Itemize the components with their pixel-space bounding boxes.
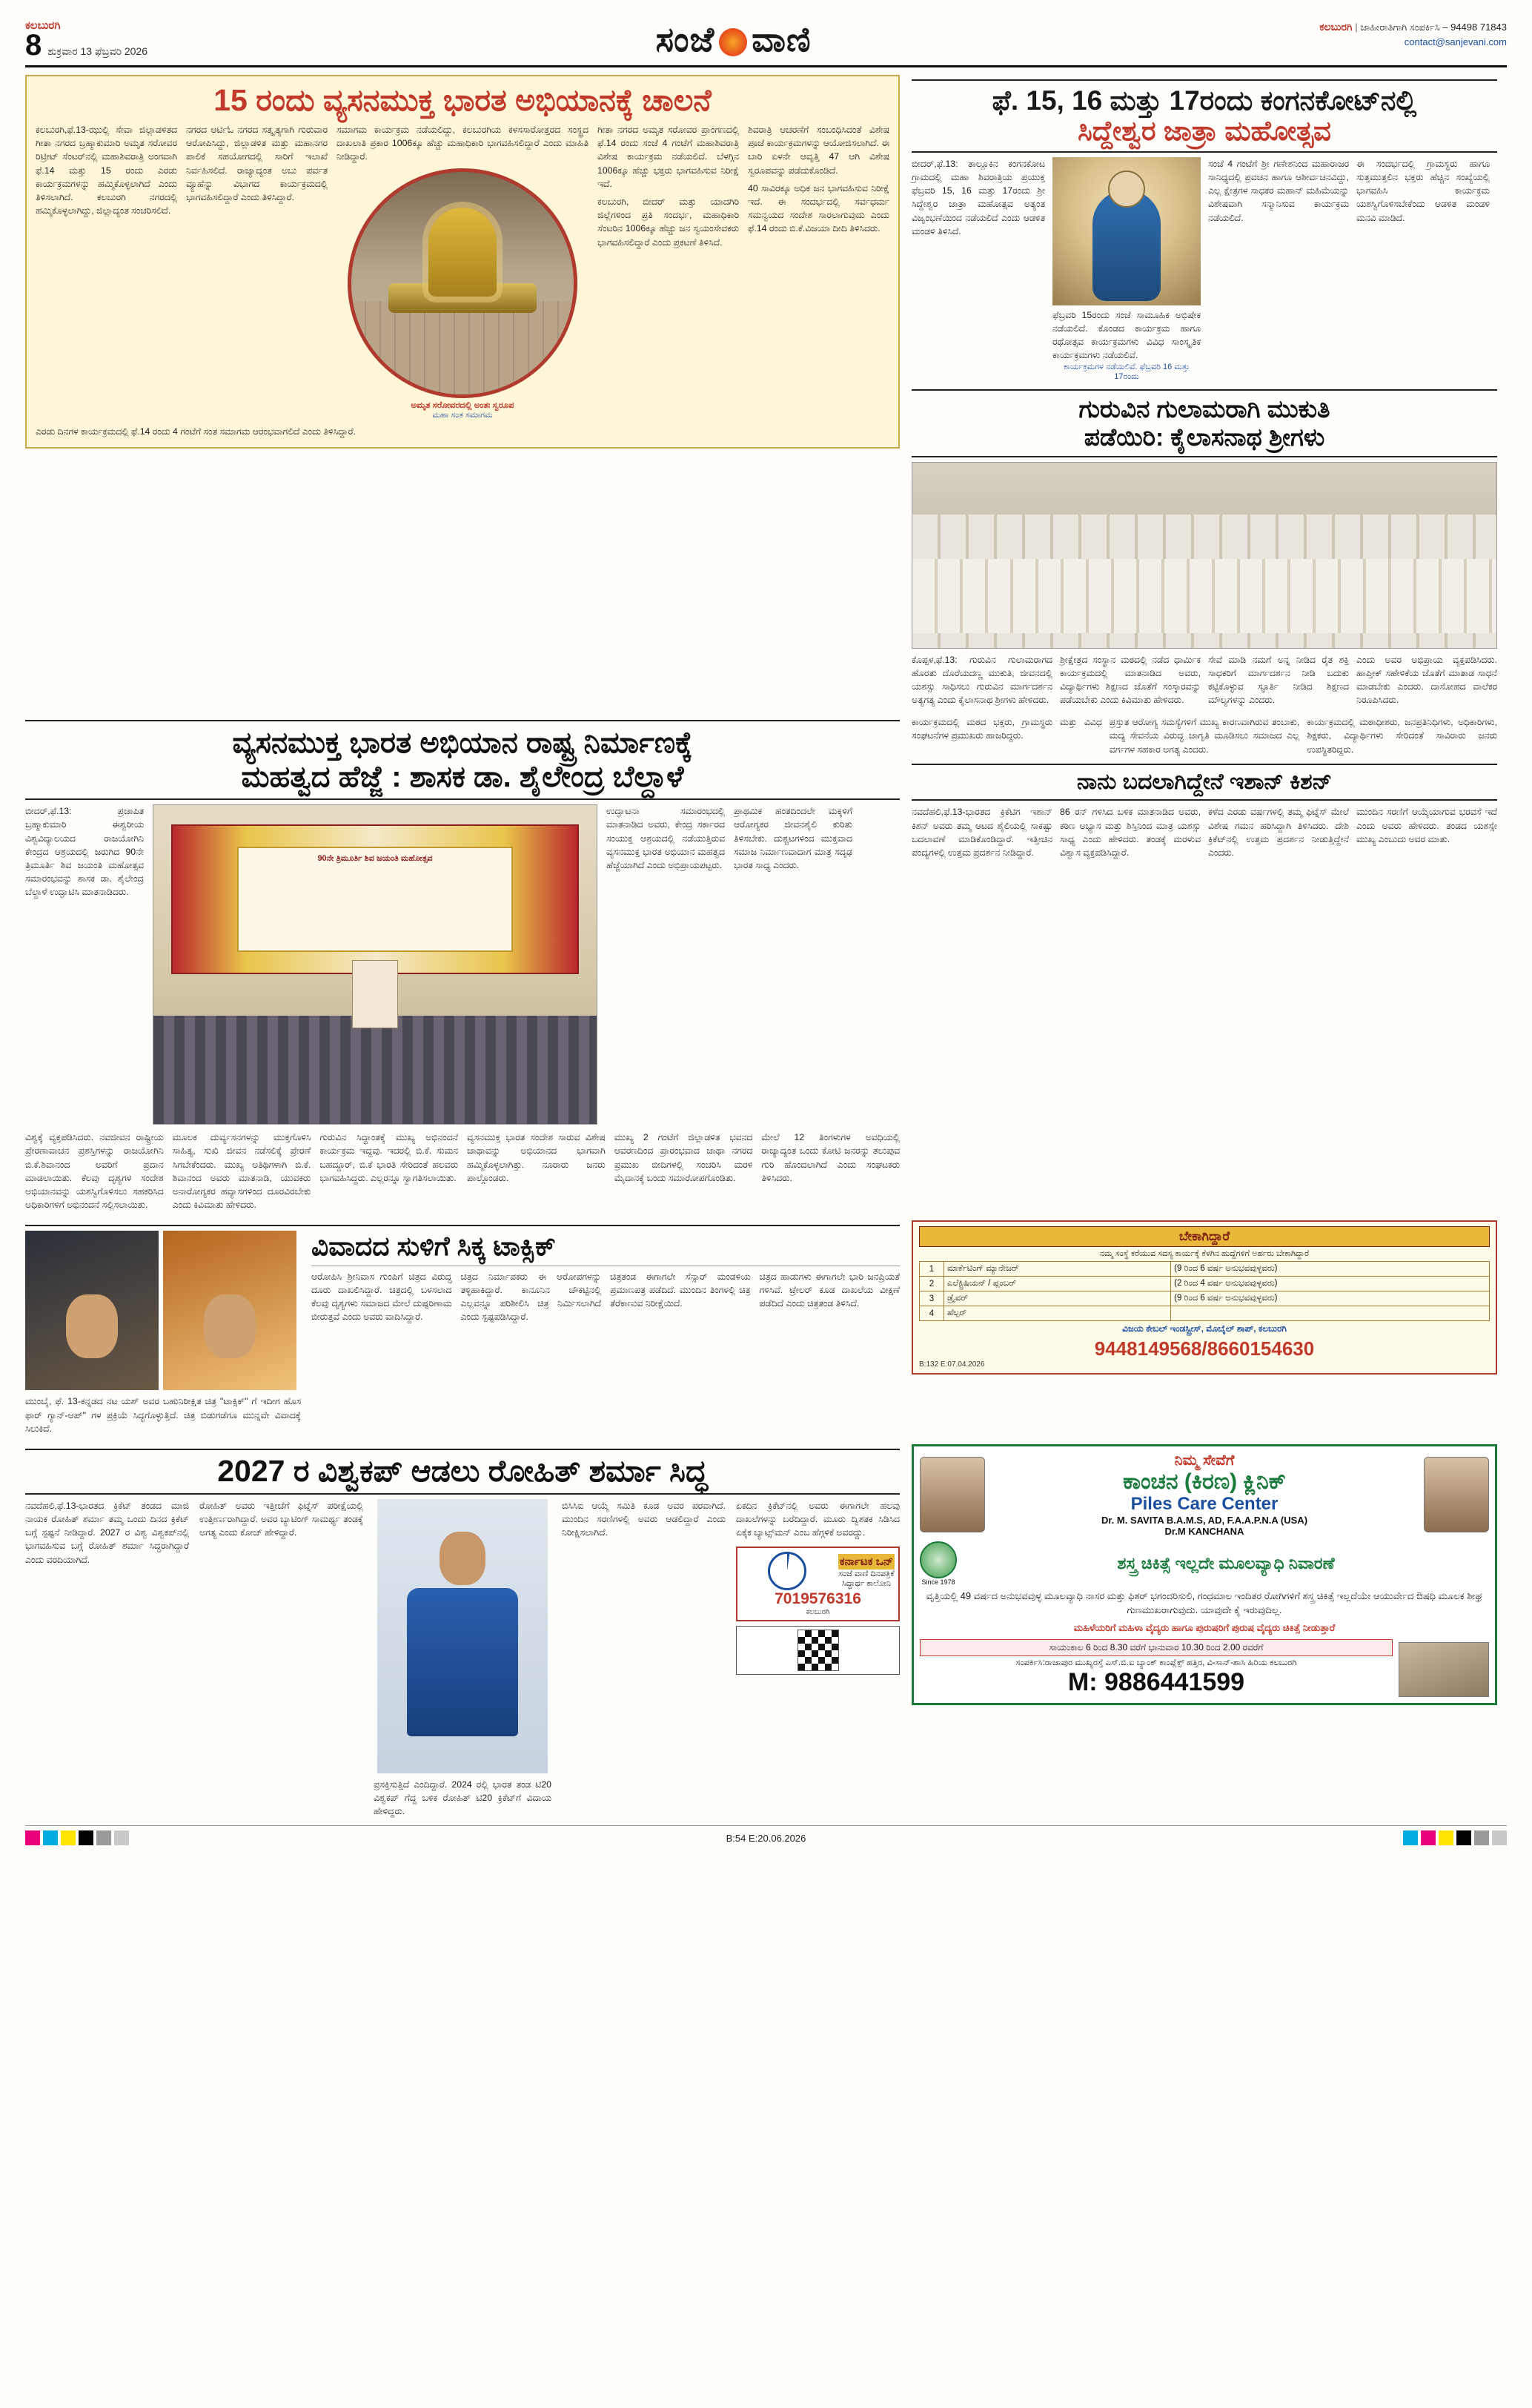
story2-headline-line1: ಫೆ. 15, 16 ಮತ್ತು 17ರಂದು ಕಂಗನಕೋಟ್‌ನಲ್ಲಿ [992,85,1417,116]
sports-col-2: ರೋಹಿತ್ ಅವರು ಇತ್ತೀಚೆಗೆ ಫಿಟ್ನೆಸ್ ಪರೀಕ್ಷೆಯಲ್ಲಿ ಉತ್ತೀರ್ಣರಾಗಿದ್ದಾರೆ. ಅವರ ಬ್ಯಾಟಿಂಗ್ ಸಾಮರ್ಥ್ಯ ತಂಡಕ್ಕೆ ಅಗತ್ಯ ಎಂದು ಕೋಚ್ ಹೇಳಿದ್ದಾರೆ. [199,1500,363,1538]
kishan-col-1: ನವದೆಹಲಿ,ಫೆ.13-ಭಾರತದ ಕ್ರಿಕೆಟಿಗ ಇಶಾನ್ ಕಿಶನ್ ಅವರು ತಮ್ಮ ಆಟದ ಶೈಲಿಯಲ್ಲಿ ಸಾಕಷ್ಟು ಬದಲಾವಣೆ ಮಾಡಿಕೊಂಡಿದ್ದಾರೆ. ಇತ್ತೀಚಿನ ಪಂದ್ಯಗಳಲ್ಲಿ ಉತ್ತಮ ಪ್ರದರ್ಶನ ನೀಡಿದ್ದಾರೆ. [912,807,1052,858]
actor-face-2 [204,1294,256,1358]
swatch [1403,1830,1418,1845]
feature-headline-line2: ಮಹತ್ವದ ಹೆಜ್ಜೆ : ಶಾಸಕ ಡಾ. ಶೈಲೇಂದ್ರ ಬೆಲ್ದಾಳೆ [241,761,684,794]
lead-col-4: ಗೀತಾ ನಗರದ ಅಮೃತ ಸರೋವರ ಪ್ರಾಂಗಣದಲ್ಲಿ ಫೆ.14 ರಂದು ಸಂಜೆ 4 ಗಂಟೆಗೆ ಮಹಾಶಿವರಾತ್ರಿ ವಿಶೇಷ ಕಾರ್ಯಕ್ರಮ ನಡೆಯಲಿದೆ. ಬೆಳಗ್ಗಿನ 1006ಕ್ಕೂ ಹೆಚ್ಚು ಭಕ್ತರು ಭಾಗವಹಿಸುವ ನಿರೀಕ್ಷೆ ಇದೆ. [597,125,739,189]
swatch [61,1830,76,1845]
story3-col-2: ಶ್ರೀಕ್ಷೇತ್ರದ ಸಂಸ್ಥಾನ ಮಠದಲ್ಲಿ ನಡೆದ ಧಾರ್ಮಿಕ ಕಾರ್ಯಕ್ರಮದಲ್ಲಿ ಮಾತನಾಡಿದ ಅವರು, ವಿದ್ಯಾರ್ಥಿಗಳು ಶಿಕ್ಷಣದ ಜೊತೆಗೆ ಸಂಸ್ಕಾರವನ್ನು ಪಡೆಯಬೇಕು ಎಂದು ಕಿವಿಮಾತು ಹೇಳಿದರು. [1060,654,1201,706]
lead-story [25,75,900,707]
clinic-doctor-1: Dr. M. SAVITA B.A.M.S, AD, F.A.A.P.N.A (USA) [1101,1514,1308,1526]
masthead-right: ಕಲಬುರಗಿ | ಜಾಹೀರಾತಿಗಾಗಿ ಸಂಪರ್ಕಿಸಿ – 94498 71843 contact@sanjevani.com [1319,19,1507,50]
job-row-no: 4 [920,1306,944,1321]
event-banner-text: 90ನೇ ತ್ರಿಮೂರ್ತಿ ಶಿವ ಜಯಂತಿ ಮಹೋತ್ಸವ [317,853,433,863]
job-role: ಮಾರ್ಕೆಟಿಂಗ್ ಮ್ಯಾನೇಜರ್ [944,1262,1171,1277]
stage-audience [153,1016,597,1124]
doctor-photo-2 [1424,1457,1489,1532]
contact-email: contact@sanjevani.com [1404,36,1507,47]
job-role: ಡ್ರೈವರ್ [944,1291,1171,1306]
story2-photo-caption: ಕಾರ್ಯಕ್ರಮಗಳ ನಡೆಯಲಿವೆ. ಫೆಬ್ರವರಿ 16 ಮತ್ತು 17ರಂದು [1063,362,1190,381]
swatch [43,1830,58,1845]
sports-col-1: ನವದೆಹಲಿ,ಫೆ.13-ಭಾರತದ ಕ್ರಿಕೆಟ್ ತಂಡದ ಮಾಜಿ ನಾಯಕ ರೋಹಿತ್ ಶರ್ಮಾ ತಮ್ಮ ಒಂದು ದಿನದ ಕ್ರಿಕೆಟ್ ಬಗ್ಗೆ ಸ್ಪಷ್ಟನೆ ನೀಡಿದ್ದಾರೆ. 2027 ರ ವಿಶ್ವ ವಿಶ್ವಕಪ್‌ನಲ್ಲಿ ಭಾಗವಹಿಸುವ ಬಗ್ಗೆ ರೋಹಿತ್ ಶರ್ಮಾ ಸಿದ್ಧರಾಗಿದ್ದಾರೆ ಎಂದು ವರದಿಯಾಗಿದೆ. [25,1500,189,1565]
swatch [79,1830,93,1845]
player-photo [377,1499,548,1773]
feature-story [25,715,900,1211]
temple-background [351,301,574,394]
ad-contact-phone: 94498 71843 [1450,22,1507,33]
color-swatches-left [25,1830,129,1845]
kishan-col-3: ಕಳೆದ ಎರಡು ವರ್ಷಗಳಲ್ಲಿ ತಮ್ಮ ಫಿಟ್ನೆಸ್ ಮೇಲೆ ವಿಶೇಷ ಗಮನ ಹರಿಸಿದ್ದಾಗಿ ತಿಳಿಸಿದರು. ದೇಶಿ ಕ್ರಿಕೆಟ್‌ನಲ್ಲಿ ಉತ್ತಮ ಪ್ರದರ್ಶನ ನೀಡುತ್ತಿದ್ದೇನೆ ಎಂದರು. [1208,807,1349,858]
lead-col-5: ಕಲಬುರಗಿ, ಬೀದರ್ ಮತ್ತು ಯಾದಗಿರಿ ಜಿಲ್ಲೆಗಳಿಂದ ಪ್ರತಿ ಸಂದರ್ಭ, ಮಹಾಧಿಕಾರಿ ಸೆಂಟರಿನ 1006ಕ್ಕೂ ಹೆಚ್ಚು ಜನ ಸ್ವಯಂಸೇವಕರು ಭಾಗವಹಿಸಲಿದ್ದಾರೆ ಎಂದು ಪ್ರಕಟಣೆ ತಿಳಿಸಿದೆ. [597,196,739,248]
kishan-col-2: 86 ರನ್ ಗಳಿಸಿದ ಬಳಿಕ ಮಾತನಾಡಿದ ಅವರು, ಕಠಿಣ ಅಭ್ಯಾಸ ಮತ್ತು ಶಿಸ್ತಿನಿಂದ ಮಾತ್ರ ಯಶಸ್ಸು ಸಾಧ್ಯ ಎಂದು ಹೇಳಿದರು. ತಂಡಕ್ಕೆ ಮರಳುವ ವಿಶ್ವಾಸ ವ್ಯಕ್ತಪಡಿಸಿದ್ದಾರೆ. [1060,807,1201,858]
jobs-ad-column [912,1220,1497,1435]
clinic-ad[interactable] [912,1444,1497,1706]
sports-col-4: ಏಕದಿನ ಕ್ರಿಕೆಟ್‌ನಲ್ಲಿ ಅವರು ಈಗಾಗಲೇ ಹಲವು ದಾಖಲೆಗಳನ್ನು ಬರೆದಿದ್ದಾರೆ. ಮೂರು ದ್ವಿಶತಕ ಸಿಡಿಸಿದ ಏಕೈಕ ಬ್ಯಾಟ್ಸ್‌ಮನ್ ಎಂಬ ಹೆಗ್ಗಳಿಕೆ ಅವರದ್ದು. [736,1500,900,1538]
story3-headline-line1: ಗುರುವಿನ ಗುಲಾಮರಾಗಿ ಮುಕುತಿ [1078,394,1330,423]
story3-col-1: ಕೊಪ್ಪಳ,ಫೆ.13: ಗುರುವಿನ ಗುಲಾಮರಾಗದ ಹೊರತು ದೊರೆಯದಣ್ಣ ಮುಕುತಿ, ಜೀವನದಲ್ಲಿ ಯಶಸ್ಸು ಸಾಧಿಸಲು ಗುರುವಿನ ಮಾರ್ಗದರ್ಶನ ಅತ್ಯಗತ್ಯ ಎಂದು ಕೈಲಾಸನಾಥ ಶ್ರೀಗಳು ಹೇಳಿದರು. [912,654,1052,706]
lead-col-2: ನಗರದ ಆರ್ಟಿಓ ನಗರದ ಸತ್ಕೃತ್ಯಗಾಗಿ ಗುರುವಾರ ಆರೋಪಿಸಿದ್ದು, ಜಿಲ್ಲಾಡಳಿತ ಮತ್ತು ಮಹಾನಗರ ಪಾಲಿಕೆ ಸಹಯೋಗದಲ್ಲಿ ಸಾರಿಗೆ ಇಲಾಖೆ ನಿರ್ವಹಿಸಲಿದೆ. ರಾಜ್ಯಾದ್ಯಂತ ಅಬು ಪರ್ವತ ವ್ಯೂಹೆನ್ನು ವಿಭಾಗದ ಕಾರ್ಯಕ್ರಮದಲ್ಲಿ ಭಾಗವಹಿಸಲಿದ್ದಾರೆ ಎಂದು ತಿಳಿಸಿದ್ದಾರೆ. [186,125,328,203]
story3-col-5: ಕಾರ್ಯಕ್ರಮದಲ್ಲಿ ಮಠದ ಭಕ್ತರು, ಗ್ರಾಮಸ್ಥರು ಮತ್ತು ವಿವಿಧ ಸಂಘಟನೆಗಳ ಪ್ರಮುಖರು ಹಾಜರಿದ್ದರು. [912,717,1102,741]
clinic-headline: ಶಸ್ತ್ರ ಚಿಕಿತ್ಸೆ ಇಲ್ಲದೇ ಮೂಲವ್ಯಾಧಿ ನಿವಾರಣೆ [1117,1553,1335,1572]
emblem-icon [768,1552,806,1590]
lead-col-6: ಶಿವರಾತ್ರಿ ಆಚರಣೆಗೆ ಸಂಬಂಧಿಸಿದಂತೆ ವಿಶೇಷ ಪೂಜೆ ಕಾರ್ಯಕ್ರಮಗಳನ್ನು ಆಯೋಜಿಸಲಾಗಿದೆ. ಈ ಬಾರಿ ಏಳನೇ ಆವೃತ್ತಿ 47 ಆಗಿ ವಿಶೇಷ ಸ್ವರೂಪವನ್ನು ಪಡೆದುಕೊಂಡಿದೆ. [748,125,889,176]
karnataka-one-line2: ಸಿದ್ಧಾರ್ಥ ಕಾಲೋನಿ [841,1578,892,1588]
karnataka-one-phone[interactable]: 7019576316 [775,1590,861,1608]
cinema-headline: ವಿವಾದದ ಸುಳಿಗೆ ಸಿಕ್ಕ ಟಾಕ್ಸಿಕ್ [311,1231,556,1262]
story2-col-4: ಈ ಸಂದರ್ಭದಲ್ಲಿ ಗ್ರಾಮಸ್ಥರು ಹಾಗೂ ಸುತ್ತಮುತ್ತಲಿನ ಭಕ್ತರು ಹೆಚ್ಚಿನ ಸಂಖ್ಯೆಯಲ್ಲಿ ಭಾಗವಹಿಸಿ ಕಾರ್ಯಕ್ರಮ ಯಶಸ್ವಿಗೊಳಿಸಬೇಕೆಂದು ಆಡಳಿತ ಮಂಡಳಿ ಮನವಿ ಮಾಡಿದೆ. [1356,158,1490,223]
jobs-table [919,1261,1490,1321]
actor-face-1 [66,1294,118,1358]
feature-col-5: ಮೂಲಕ ದುರ್ವ್ಯಸನಗಳನ್ನು ಮುಕ್ತಗೊಳಿಸಿ ಸಾಹಿತ್ಯ, ಸುಖಿ ಜೀವನ ನಡೆಸಲಿಕ್ಕೆ ಪ್ರೇರಣೆ ಸಿಗಬೇಕೆಂದರು. ಮುಖ್ಯ ಅತಿಥಿಗಳಾಗಿ ಬಿ.ಕೆ. ಶಿವಾನಂದ ಅವರು ಮಾತನಾಡಿ, ಯುವಕರು ಅನಾರೋಗ್ಯಕರ ಹವ್ಯಾಸಗಳಿಂದ ದೂರವಿರಬೇಕು ಎಂದು ಕಿವಿಮಾತು ಹೇಳಿದರು. [172,1132,311,1211]
swatch [96,1830,111,1845]
clinic-doctor-2: Dr.M KANCHANA [1164,1525,1244,1537]
feature-col-9: ಮೇಲೆ 12 ತಿಂಗಳುಗಳ ಅವಧಿಯಲ್ಲಿ ರಾಜ್ಯಾದ್ಯಂತ ಒಂದು ಕೋಟಿ ಜನರನ್ನು ತಲುಪುವ ಗುರಿ ಹೊಂದಲಾಗಿದೆ ಎಂದು ಸಂಘಟಕರು ತಿಳಿಸಿದರು. [761,1132,901,1183]
clinic-since: Since 1978 [921,1578,955,1586]
lead-photo-caption-red: ಅಮೃತ ಸರೋವರದಲ್ಲಿ ಅಂತಃ ಸ್ವರೂಪ [411,400,514,410]
feature-col-8: ಮುಖ್ಯ 2 ಗಂಟೆಗೆ ಜಿಲ್ಲಾಡಳಿತ ಭವನದ ಆವರಣದಿಂದ ಪ್ರಾರಂಭವಾದ ಜಾಥಾ ನಗರದ ಪ್ರಮುಖ ಬೀದಿಗಳಲ್ಲಿ ಸಂಚರಿಸಿ ಮರಳಿ ಮೈದಾನಕ್ಕೆ ಬಂದು ಸಮಾರೋಪಗೊಂಡಿತು. [614,1132,753,1183]
top-section [25,75,1507,707]
job-role: ಎಲೆಕ್ಟ್ರಿಷಿಯನ್ / ಪ್ಲಂಬರ್ [944,1277,1171,1291]
event-banner-inner [237,847,512,952]
swatch [114,1830,129,1845]
table-row [920,1262,1490,1277]
cinema-col-4: ಚಿತ್ರದ ಹಾಡುಗಳು ಈಗಾಗಲೇ ಭಾರಿ ಜನಪ್ರಿಯತೆ ಗಳಿಸಿವೆ. ಟ್ರೇಲರ್ ಕೂಡ ದಾಖಲೆಯ ವೀಕ್ಷಣೆ ಪಡೆದಿದೆ ಎಂದು ಚಿತ್ರತಂಡ ತಿಳಿಸಿದೆ. [759,1271,900,1309]
karnataka-one-ad[interactable] [736,1547,900,1621]
chessboard-icon [797,1630,839,1671]
player-head [440,1532,485,1585]
clinic-tagline: ನಿಮ್ಮ ಸೇವೆಗೆ [1174,1452,1235,1469]
kishan-col-4: ಮುಂದಿನ ಸರಣಿಗೆ ಆಯ್ಕೆಯಾಗುವ ಭರವಸೆ ಇದೆ ಎಂದು ಅವರು ಹೇಳಿದರು. ತಂಡದ ಯಶಸ್ಸೇ ಮುಖ್ಯ ಎಂಬುದು ಅವರ ಮಾತು. [1356,807,1497,844]
page-number: 8 [25,29,42,62]
cinema-col-3: ಚಿತ್ರತಂಡ ಈಗಾಗಲೇ ಸೆನ್ಸಾರ್ ಮಂಡಳಿಯ ಪ್ರಮಾಣಪತ್ರ ಪಡೆದಿದೆ. ಮುಂದಿನ ತಿಂಗಳಲ್ಲಿ ಚಿತ್ರ ತೆರೆಕಾಣುವ ನಿರೀಕ್ಷೆಯಿದೆ. [610,1271,751,1309]
story2-photo [1052,157,1201,305]
masthead-left [25,19,147,62]
table-row [920,1277,1490,1291]
feature-headline-line1: ವ್ಯಸನಮುಕ್ತ ಭಾರತ ಅಭಿಯಾನ ರಾಷ್ಟ್ರ ನಿರ್ಮಾಣಕ್ಕೆ [232,727,693,760]
cinema-story [25,1220,900,1435]
cinema-col-1: ಆರೋಪಿಸಿ ಶ್ರೀನಿವಾಸ ಗುಂಪಿಗೆ ಚಿತ್ರದ ವಿರುದ್ಧ ದೂರು ದಾಖಲಿಸಿದ್ದಾರೆ. ಚಿತ್ರದಲ್ಲಿ ಬಳಸಲಾದ ಕೆಲವು ದೃಶ್ಯಗಳು ಸಮಾಜದ ಮೇಲೆ ದುಷ್ಪರಿಣಾಮ ಬೀರುತ್ತವೆ ಎಂದು ಅವರು ವಾದಿಸಿದ್ದಾರೆ. [311,1271,452,1323]
sports-caption: ಪ್ರಸಕ್ತಿಸುತ್ತಿದೆ ಎಂದಿದ್ದಾರೆ. 2024 ರಲ್ಲಿ ಭಾರತ ತಂಡ ಟಿ20 ವಿಶ್ವಕಪ್ ಗೆದ್ದ ಬಳಿಕ ರೋಹಿತ್ ಟಿ20 ಕ್ರಿಕೆಟ್‌ಗೆ ವಿದಾಯ ಹೇಳಿದ್ದರು. [374,1779,551,1817]
feature-col-11: ಕಾರ್ಯಕ್ರಮದಲ್ಲಿ ಮಠಾಧೀಶರು, ಜನಪ್ರತಿನಿಧಿಗಳು, ಅಧಿಕಾರಿಗಳು, ಶಿಕ್ಷಕರು, ವಿದ್ಯಾರ್ಥಿಗಳು ಸೇರಿದಂತೆ ಸಾವಿರಾರು ಜನರು ಉಪಸ್ಥಿತರಿದ್ದರು. [1307,717,1498,755]
job-exp: (9 ರಿಂದ 6 ವರ್ಷ ಅನುಭವವುಳ್ಳವರು) [1171,1291,1490,1306]
cinema-photo-1 [25,1231,159,1390]
jobs-ad-phone[interactable]: 9448149568/8660154630 [1094,1337,1315,1360]
feature-col-1: ಬೀದರ್,ಫೆ.13: ಪ್ರಜಾಪಿತ ಬ್ರಹ್ಮಾಕುಮಾರಿ ಈಶ್ವರೀಯ ವಿಶ್ವವಿದ್ಯಾಲಯದ ರಾಜಯೋಗಿನಿ ಕೇಂದ್ರದ ಆಶ್ರಯದಲ್ಲಿ ಜರುಗಿದ 90ನೇ ತ್ರಿಮೂರ್ತಿ ಶಿವ ಜಯಂತಿ ಮಹೋತ್ಸವ ಸಮಾರಂಭವನ್ನು ಶಾಸಕ ಡಾ. ಶೈಲೇಂದ್ರ ಬೆಲ್ದಾಳೆ ಉದ್ಘಾಟಿಸಿ ಮಾತನಾಡಿದರು. [25,806,144,898]
clinic-body-1: ವೃತ್ತಿಯಲ್ಲಿ 49 ವರ್ಷದ ಅನುಭವವುಳ್ಳ ಮೂಲವ್ಯಾಧಿ ನಾಸರ ಮತ್ತು ಫಿಶರ್ ಭಗಂದರಿಸುಲಿ, ಗಂಧಮಾಲ ಇಂದಿತರ ರೋಗಿಗಳಿಗೆ ಶಸ್ತ್ರ ಚಿಕಿತ್ಸೆ ಇಲ್ಲದೆಯೇ ಆಯುರ್ವೇದ ಔಷಧಿ ಮೂಲಕ ಶೀಘ್ರ ಗುಣಮುಖರಾಗುವುದು. ಯಾವುದೇ ಕೈ ಇರುವುದಿಲ್ಲ. [926,1590,1483,1616]
lead-photo-caption-blue: ಮಹಾ ಸಂತ ಸಮಾಗಮ [432,410,493,420]
job-role: ಹೆಲ್ಪರ್ [944,1306,1171,1321]
swatch [1474,1830,1489,1845]
sports-headline: 2027 ರ ವಿಶ್ವಕಪ್ ಆಡಲು ರೋಹಿತ್ ಶರ್ಮಾ ಸಿದ್ಧ [217,1453,708,1488]
story2-col-2: ಫೆಬ್ರವರಿ 15ರಂದು ಸಂಜೆ ಸಾಮೂಹಿಕ ಅಭಿಷೇಕ ನಡೆಯಲಿದೆ. ಕೊಂಡದ ಕಾರ್ಯಕ್ರಮ ಹಾಗೂ ರಥೋತ್ಸವ ಕಾರ್ಯಕ್ರಮಗಳು ವಿವಿಧ ಸಾಂಸ್ಕೃತಿಕ ಕಾರ್ಯಕ್ರಮಗಳು ನಡೆಯಲಿವೆ. [1052,309,1201,361]
clinic-ad-column [912,1444,1497,1818]
table-row [920,1306,1490,1321]
job-row-no: 1 [920,1262,944,1277]
story2-col-1: ಬೀದರ್,ಫೆ.13: ತಾಲ್ಲೂಕಿನ ಕಂಗನಕೋಟ ಗ್ರಾಮದಲ್ಲಿ ಮಹಾ ಶಿವರಾತ್ರಿಯ ಪ್ರಯುಕ್ತ ಫೆಬ್ರವರಿ 15, 16 ಮತ್ತು 17ರಂದು ಶ್ರೀ ಸಿದ್ದೇಶ್ವರ ಜಾತ್ರಾ ಮಹೋತ್ಸವ ಅತ್ಯಂತ ವಿಜೃಂಭಣೆಯಿಂದ ನಡೆಯಲಿದೆ ಎಂದು ಆಡಳಿತ ಮಂಡಳಿ ತಿಳಿಸಿದೆ. [912,158,1045,236]
cinema-caption: ಮುಂಬೈ, ಫೆ. 13-ಕನ್ನಡದ ನಟ ಯಶ್ ಅವರ ಬಹುನಿರೀಕ್ಷಿತ ಚಿತ್ರ "ಟಾಕ್ಸಿಕ್" ಗೆ ಇದೀಗ ಹೊಸ ಫಾರ್ ಗ್ಯಾನ್-ಅಪ್" ಗಳ ಪ್ರಕ್ರಿಯೆ ಸಿದ್ಧಗೊಳ್ಳುತ್ತಿದೆ. ಚಿತ್ರ ಬಿಡುಗಡೆಗೂ ಮುನ್ನವೇ ವಿವಾದಕ್ಕೆ ಸಿಲುಕಿದೆ. [25,1396,301,1434]
story2-headline-line2: ಸಿದ್ದೇಶ್ವರ ಜಾತ್ರಾ ಮಹೋತ್ಸವ [1078,116,1331,147]
logo-text-right: ವಾಣಿ [752,20,812,59]
karnataka-one-line1: ಸಂಜೆ ವಾಣಿ ದಿನಪತ್ರಿಕೆ [838,1569,895,1578]
lead-headline: 15 ರಂದು ವ್ಯಸನಮುಕ್ತ ಭಾರತ ಅಭಿಯಾನಕ್ಕೆ ಚಾಲನೆ [213,83,712,117]
jobs-ad-company: ವಿಜಯ ಕೇಬಲ್ ಇಂಡಸ್ಟ್ರೀಸ್, ಮೊಬೈಲ್ ಶಾಪ್, ಕಲಬುರಗಿ [1122,1323,1287,1334]
cinema-photo-2 [163,1231,296,1390]
karnataka-one-city: ಕಲಬುರಗಿ [806,1608,830,1617]
jobs-ad[interactable] [912,1220,1497,1375]
masthead-right-location: ಕಲಬುರಗಿ [1319,21,1353,33]
lead-col-7: 40 ಸಾವಿರಕ್ಕೂ ಅಧಿಕ ಜನ ಭಾಗವಹಿಸುವ ನಿರೀಕ್ಷೆ ಇದೆ. ಈ ಸಂದರ್ಭದಲ್ಲಿ ಸರ್ವಧರ್ಮ ಸಮನ್ವಯದ ಸಂದೇಶ ಸಾರಲಾಗುವುದು ಎಂದು ಫೆ.14 ರಂದು ಬಿ.ಕೆ.ವಿಜಯಾ ದೀದಿ ತಿಳಿಸಿದರು. [748,182,889,234]
feature-col-3: ಪ್ರಾಥಮಿಕ ಹಂತದಿಂದಲೇ ಮಕ್ಕಳಿಗೆ ಆರೋಗ್ಯಕರ ಜೀವನಶೈಲಿ ಕುರಿತು ತಿಳಿಸಬೇಕು. ದುಶ್ಚಟಗಳಿಂದ ಮುಕ್ತವಾದ ಸಮಾಜ ನಿರ್ಮಾಣವಾದಾಗ ಮಾತ್ರ ಸದೃಢ ಭಾರತ ಸಾಧ್ಯ ಎಂದರು. [734,806,852,870]
group-photo-front-row [912,559,1496,633]
swatch [1492,1830,1507,1845]
story2-col-3: ಸಂಜೆ 4 ಗಂಟೆಗೆ ಶ್ರೀ ಗಣೇಶನಿಂದ ಮಹಾರಾಜರ ಸಾನಿಧ್ಯದಲ್ಲಿ ಪ್ರವಚನ ಹಾಗೂ ಆಶೀರ್ವಚನವಿದ್ದು, ಎಲ್ಲ ಕ್ಷೇತ್ರಗಳ ಸಾಧಕರ ಮಹಾನ್ ಮಹಿಮೆಯನ್ನು ವಿಶೇಷವಾಗಿ ಸನ್ಮಾನಿಸುವ ಕಾರ್ಯಕ್ರಮ ನಡೆಯಲಿದೆ. [1208,158,1349,223]
player-jersey [407,1588,518,1736]
story3-col-3: ಸೇವೆ ಮಾಡಿ ನಮಗೆ ಅನ್ನ ನೀಡಿದ ರೈತ ಶಕ್ತಿ ಸಾಧಕರಿಗೆ ಮಾರ್ಗದರ್ಶನ ನೀಡಿ ಬದುಕು ಕಟ್ಟಿಕೊಳ್ಳುವ ಸ್ಫೂರ್ತಿ ನೀಡಿದ ಶಿಕ್ಷಣದ ಮೌಲ್ಯಗಳನ್ನು ಎಂದರು. [1208,654,1349,706]
sports-story [25,1444,900,1818]
job-row-no: 3 [920,1291,944,1306]
story3-headline-line2: ಪಡೆಯಿರಿ: ಕೈಲಾಸನಾಥ ಶ್ರೀಗಳು [1084,423,1325,451]
sun-icon [719,28,747,56]
masthead-location: ಕಲಬುರಗಿ [25,19,61,32]
jobs-ad-title: ಬೇಕಾಗಿದ್ದಾರೆ [919,1226,1490,1247]
ayurveda-leaf-icon [920,1541,957,1578]
feature-col-7: ವ್ಯಸನಮುಕ್ತ ಭಾರತ ಸಂದೇಶ ಸಾರುವ ವಿಶೇಷ ಜಾಥಾವನ್ನು ಅಭಿಯಾನದ ಭಾಗವಾಗಿ ಹಮ್ಮಿಕೊಳ್ಳಲಾಗಿತ್ತು. ನೂರಾರು ಜನರು ಪಾಲ್ಗೊಂಡರು. [467,1132,606,1183]
story3-col-4: ಎಂದು ಅವರ ಅಭಿಪ್ರಾಯ ವ್ಯಕ್ತಪಡಿಸಿದರು. ಹಾಪ್ತೀಕ್ ಸಹೇಳಿಕೆಯ ಜೊತೆಗೆ ಮಾತಾಡ ಸಾಧನೆ ಮಾಡಬೇಕು ಎಂದರು. ದಾಸೋಹದ ವಾಲೆಕರ ನಿರೂಪಿಸಿದರು. [1356,654,1497,706]
cinema-section [25,1220,1507,1435]
feature-col-2: ಉದ್ಘಾಟನಾ ಸಮಾರಂಭದಲ್ಲಿ ಮಾತನಾಡಿದ ಅವರು, ಕೇಂದ್ರ ಸರ್ಕಾರದ ಸಂಯುಕ್ತ ಆಶ್ರಯದಲ್ಲಿ ನಡೆಯುತ್ತಿರುವ ವ್ಯಸನಮುಕ್ತ ಭಾರತ ಅಭಿಯಾನ ಮಹತ್ವದ ಹೆಜ್ಜೆಯಾಗಿದೆ ಎಂದು ಅಭಿಪ್ರಾಯಪಟ್ಟರು. [606,806,725,870]
masthead-logo [147,19,1319,61]
jobs-ad-subtitle: ನಮ್ಮ ಸಂಸ್ಥೆ ಕರೆಯುವ ಸದಸ್ಯ ಕಾರ್ಯಕ್ಕೆ ಕೆಳಗಿನ ಹುದ್ದೆಗಳಿಗೆ ಅರ್ಹರು ಬೇಕಾಗಿದ್ದಾರೆ [1099,1249,1310,1259]
job-exp: (2 ರಿಂದ 4 ವರ್ಷ ಅನುಭವವುಳ್ಳವರು) [1171,1277,1490,1291]
jobs-ad-code: B:132 E:07.04.2026 [919,1360,985,1369]
job-row-no: 2 [920,1277,944,1291]
clinic-name-en: Piles Care Center [1130,1493,1279,1514]
shivling-idol [428,208,497,297]
right-column-mid [912,715,1497,1211]
swatch [25,1830,40,1845]
swatch [1456,1830,1471,1845]
speaker-podium [352,960,398,1028]
clinic-phone[interactable]: M: 9886441599 [1067,1668,1245,1697]
lead-photo [348,168,577,398]
feature-col-6: ಗುರುವಿನ ಸಿದ್ಧಾಂತಕ್ಕೆ ಮುಖ್ಯ ಅಭಿನಂದನೆ ಕಾರ್ಯಕ್ರಮ ಇದ್ದವು. ಇದರಲ್ಲಿ ಬಿ.ಕೆ. ಸುಮನ ಬಹದ್ದೂರ್, ಬಿ.ಕೆ ಭಾರತಿ ಸೇರಿದಂತೆ ಹಲವರು ಭಾಗವಹಿಸಿದ್ದರು. ಎಲ್ಲರನ್ನೂ ಸ್ವಾಗತಿಸಲಾಯಿತು. [319,1132,459,1183]
doctor-photo-1 [920,1457,985,1532]
clinic-body-2: ಮಹಿಳೆಯರಿಗೆ ಮಹಿಳಾ ವೈದ್ಯರು ಹಾಗೂ ಪುರುಷರಿಗೆ ಪುರುಷ ವೈದ್ಯರು ಚಿಕಿತ್ಸೆ ನೀಡುತ್ತಾರೆ [1073,1621,1336,1633]
clinic-name: ಕಾಂಚನ (ಕಿರಣ) ಕ್ಲಿನಿಕ್ [1123,1469,1286,1494]
footer-code: B:54 E:20.06.2026 [726,1832,806,1844]
table-row [920,1291,1490,1306]
story3-group-photo [912,462,1497,649]
sports-section [25,1444,1507,1818]
kishan-headline: ನಾನು ಬದಲಾಗಿದ್ದೇನೆ ಇಶಾನ್ ಕಿಶನ್ [1076,769,1333,794]
swatch [1439,1830,1453,1845]
karnataka-one-title: ಕರ್ನಾಟಕ ಒನ್ [839,1555,893,1568]
masthead [25,19,1507,67]
right-column-top [912,75,1497,707]
publication-date: ಶುಕ್ರವಾರ 13 ಫೆಬ್ರವರಿ 2026 [47,45,147,57]
job-exp: (9 ರಿಂದ 6 ವರ್ಷ ಅನುಭವವುಳ್ಳವರು) [1171,1262,1490,1277]
cinema-col-2: ಚಿತ್ರದ ನಿರ್ಮಾಪಕರು ಈ ಆರೋಪಗಳನ್ನು ತಳ್ಳಿಹಾಕಿದ್ದಾರೆ. ಕಾನೂನಿನ ಚೌಕಟ್ಟಿನಲ್ಲಿ ಎಲ್ಲವನ್ನೂ ಪರಿಶೀಲಿಸಿ ಚಿತ್ರ ನಿರ್ಮಿಸಲಾಗಿದೆ ಎಂದು ಸ್ಪಷ್ಟಪಡಿಸಿದ್ದಾರೆ. [460,1271,601,1323]
lead-col-1: ಕಲಬುರಗಿ,ಫೆ.13-ಝುಲ್ಲಿ ಸೇವಾ ಜಿಲ್ಲಾಡಳಿತದ ಗೀತಾ ನಗರದ ಬ್ರಹ್ಮಾಕುಮಾರಿ ಅಮೃತ ಸರೋವರ ರಿಟ್ರೀಟ್ ಸೆಂಟರ್‌ನಲ್ಲಿ ಮಹಾಶಿವರಾತ್ರಿ ಅಂಗವಾಗಿ ಫೆ.14 ಮತ್ತು 15 ರಂದು ಎರಡು ಕಾರ್ಯಕ್ರಮಗಳನ್ನು ಹಮ್ಮಿಕೊಳ್ಳಲಾಗಿದೆ ಎಂದು ತಿಳಿಸಲಾಗಿದೆ. ಕಲಬುರಗಿ ನಗರದಲ್ಲಿ ಹಮ್ಮಿಕೊಳ್ಳಲಾಗಿದ್ದು, ಜಿಲ್ಲಾದ್ಯಂತ ಸಂಚರಿಸಲಿದೆ. [36,125,177,216]
logo-text-left: ಸಂಜೆ [655,20,715,59]
feature-col-10: ಪ್ರಸ್ತುತ ಆರೋಗ್ಯ ಸಮಸ್ಯೆಗಳಿಗೆ ಮುಖ್ಯ ಕಾರಣವಾಗಿರುವ ತಂಬಾಕು, ಮದ್ಯ ಸೇವನೆಯ ವಿರುದ್ಧ ಜಾಗೃತಿ ಮೂಡಿಸಲು ಸಮಾಜದ ಎಲ್ಲ ವರ್ಗಗಳ ಸಹಕಾರ ಅಗತ್ಯ ಎಂದರು. [1109,717,1300,755]
clinic-building-photo [1399,1642,1489,1697]
feature-col-4: ವಿಶ್ವಕ್ಕೆ ವ್ಯಕ್ತಪಡಿಸಿದರು. ನವಜೀವನ ರಾಷ್ಟ್ರೀಯ ಪ್ರೇರಣಾವಾಚನ ಪ್ರಶಸ್ತಿಗಳನ್ನು ರಾಜಯೋಗಿನಿ ಬಿ.ಕೆ.ಶಿವಾನಂದ ಅವರಿಗೆ ಪ್ರದಾನ ಮಾಡಲಾಯಿತು. ಕೆಲವು ದೃಶ್ಯಗಳ ಸಂದೇಶ ಅಭಿಯಾನವನ್ನು ಯಶಸ್ವಿಗೊಳಿಸಲು ಸಹಕರಿಸಿದ ಅಧಿಕಾರಿಗಳಿಗೆ ಅಭಿನಂದನೆ ಸಲ್ಲಿಸಲಾಯಿತು. [25,1132,164,1211]
feature-section [25,715,1507,1211]
clinic-timing: ಸಾಯಂಕಾಲ 6 ರಿಂದ 8.30 ವರೆಗೆ ಭಾನುವಾರ 10.30 ರಿಂದ 2.00 ರವರೆಗೆ [920,1639,1393,1656]
job-exp [1171,1306,1490,1321]
clinic-address: ಸಂಪರ್ಕಿಸಿ:ರಾಜಾಪುರ ಮುಖ್ಯರಸ್ತೆ ಎಸ್.ಬಿ.ಐ ಬ್ಯಾಂಕ್ ಕಾಂಪ್ಲೆಕ್ಸ್ ಹತ್ತಿರ, ವಿ-ಸಾನ್-ಶಾಸಿ ಹಿರಿಯ ಕಲಬುರಗಿ [1015,1658,1297,1668]
feature-stage-photo [153,804,597,1125]
sports-col-3: ಬಿಸಿಸಿಐ ಆಯ್ಕೆ ಸಮಿತಿ ಕೂಡ ಅವರ ಪರವಾಗಿದೆ. ಮುಂದಿನ ಸರಣಿಗಳಲ್ಲಿ ಅವರು ಆಡಲಿದ್ದಾರೆ ಎಂದು ನಿರೀಕ್ಷಿಸಲಾಗಿದೆ. [562,1500,726,1538]
ad-contact-label: ಜಾಹೀರಾತಿಗಾಗಿ ಸಂಪರ್ಕಿಸಿ – [1360,22,1448,33]
lead-col-3: ಸಮಾಗಮ ಕಾರ್ಯಕ್ರಮ ನಡೆಯಲಿದ್ದು, ಕಲಬುರಗಿಯ ಕಳಸಸಾರೋತ್ತರದ ಸಂಸ್ಥ್ರದ ದಾಖಲಾತಿ ಪ್ರಕಾರ 1006ಕ್ಕೂ ಹೆಚ್ಚು ಮಹಾಧಿಕಾರಿ ಭಾಗವಹಿಸಲಿದ್ದಾರೆ ಎಂದು ಮಾಹಿತಿ ನೀಡಿದ್ದಾರೆ. [336,125,588,162]
lead-col-8: ಎರಡು ದಿನಗಳ ಕಾರ್ಯಕ್ರಮದಲ್ಲಿ ಫೆ.14 ರಂದು 4 ಗಂಟೆಗೆ ಸಂತ ಸಮಾಗಮ ಆರಂಭವಾಗಲಿದೆ ಎಂದು ತಿಳಿಸಿದ್ದಾರೆ. [36,426,356,437]
event-banner [171,824,579,974]
cinema-photos [25,1231,301,1390]
chess-logo-box [736,1626,900,1675]
color-swatches-right [1403,1830,1507,1845]
shiva-head [1108,171,1145,208]
swatch [1421,1830,1436,1845]
page-footer [25,1825,1507,1845]
